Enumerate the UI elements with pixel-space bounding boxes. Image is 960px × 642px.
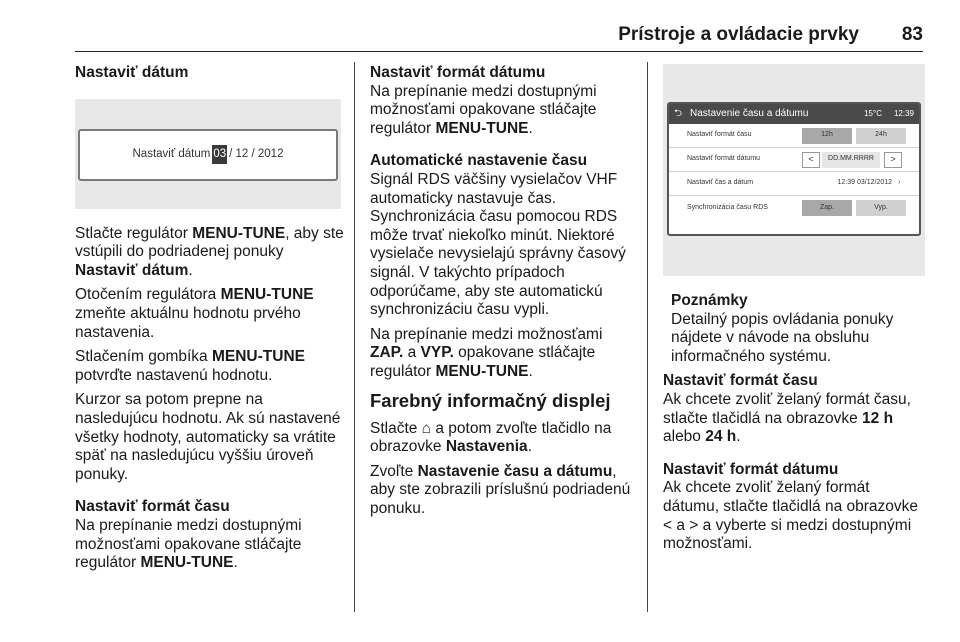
paragraph: Otočením regulátora MENU-TUNE zmeňte aktuálnu hodnotu prvého nastavenia.: [75, 286, 314, 341]
paragraph: Ak chcete zvoliť želaný formát času, stlačte tlačidlá na obrazovke 12 h alebo 24 h.: [663, 390, 911, 446]
paragraph: Na prepínanie medzi dostupnými možnosťami opakovane stláčajte regulátor MENU-TUNE.: [370, 82, 597, 137]
temperature: 15°C: [864, 108, 882, 118]
section-heading: Nastaviť formát dátumu: [370, 64, 546, 81]
page-number: 83: [901, 24, 923, 45]
paragraph: Na prepínanie medzi dostupnými možnosťami opakovane stláčajte regulátor MENU-TUNE.: [75, 516, 302, 572]
option-12h[interactable]: 12h: [802, 128, 852, 144]
column-2: [370, 64, 638, 524]
date-highlight: 03: [212, 145, 227, 164]
section-heading: Nastaviť formát dátumu: [663, 460, 839, 478]
note-text: Detailný popis ovládania ponuky nájdete v návode na obsluhu informačného systému.: [671, 310, 894, 365]
screen-titlebar: [669, 104, 919, 124]
section-heading: Nastaviť dátum: [75, 64, 189, 81]
paragraph: Stlačte regulátor MENU-TUNE, aby ste vstúpili do podriadenej ponuky Nastaviť dátum.: [75, 224, 344, 279]
date-figure: [75, 99, 341, 209]
column-1: [75, 64, 345, 579]
settings-row: Synchronizácia času RDS Zap. Vyp.: [669, 196, 919, 220]
chevron-right-icon: ›: [898, 179, 901, 187]
screen-figure: [663, 64, 925, 276]
clock: 12:39: [893, 108, 914, 118]
settings-row: Nastaviť formát času 12h 24h: [669, 124, 919, 148]
screen-title: Nastavenie času a dátumu: [690, 107, 809, 119]
note-title: Poznámky: [671, 292, 748, 309]
column-divider: [354, 62, 355, 612]
settings-screen: [667, 102, 921, 236]
column-divider: [647, 62, 648, 612]
paragraph: Signál RDS väčšiny vysielačov VHF automaticky nastavuje čas. Synchronizácia času pomocou RDS môže trvať niekoľko minút. Niektoré vysielače nevysielajú správny časový signál. V takýchto prípadoch odporúčame, aby ste automatickú synchronizáciu času vypli.: [370, 170, 626, 319]
paragraph: Stlačením gombíka MENU-TUNE potvrďte nastavenú hodnotu.: [75, 348, 305, 384]
date-format-value: DD.MM.RRRR: [822, 152, 880, 168]
option-off[interactable]: Vyp.: [856, 200, 906, 216]
chevron-right-icon[interactable]: >: [884, 152, 902, 168]
note-box: [663, 292, 925, 366]
page-header: [75, 22, 923, 52]
section-heading: Nastaviť formát času: [75, 498, 230, 516]
back-icon[interactable]: ⮌: [674, 107, 683, 119]
settings-row[interactable]: Nastaviť čas a dátum 12:39 03/12/2012 ›: [669, 172, 919, 196]
page-title: Prístroje a ovládacie prvky: [618, 24, 859, 45]
time-date-value: 12:39 03/12/2012: [837, 179, 892, 187]
paragraph: Stlačte ⌂ a potom zvoľte tlačidlo na obrazovke Nastavenia.: [370, 419, 612, 456]
section-heading: Automatické nastavenie času: [370, 152, 588, 170]
date-rest: / 12 / 2012: [229, 148, 284, 161]
section-heading: Nastaviť formát času: [663, 372, 818, 390]
date-label: Nastaviť dátum: [132, 148, 211, 161]
column-3: [663, 64, 925, 560]
home-icon: ⌂: [421, 419, 432, 437]
settings-row: Nastaviť formát dátumu < DD.MM.RRRR >: [669, 148, 919, 172]
paragraph: Zvoľte Nastavenie času a dátumu, aby ste zobrazili príslušnú podriadenú ponuku.: [370, 462, 631, 517]
chevron-left-icon[interactable]: <: [802, 152, 820, 168]
paragraph: Na prepínanie medzi možnosťami ZAP. a VYP. opakovane stláčajte regulátor MENU-TUNE.: [370, 325, 603, 380]
option-on[interactable]: Zap.: [802, 200, 852, 216]
option-24h[interactable]: 24h: [856, 128, 906, 144]
date-display: [78, 129, 338, 181]
section-title: Farebný informačný displej: [370, 389, 611, 411]
paragraph: Ak chcete zvoliť želaný formát dátumu, stlačte tlačidlá na obrazovke < a > a vyberte si medzi dostupnými možnosťami.: [663, 479, 919, 553]
paragraph: Kurzor sa potom prepne na nasledujúcu hodnotu. Ak sú nastavené všetky hodnoty, automaticky sa vrátite späť na nasledujúcu vyššiu úroveň ponuky.: [75, 391, 341, 483]
